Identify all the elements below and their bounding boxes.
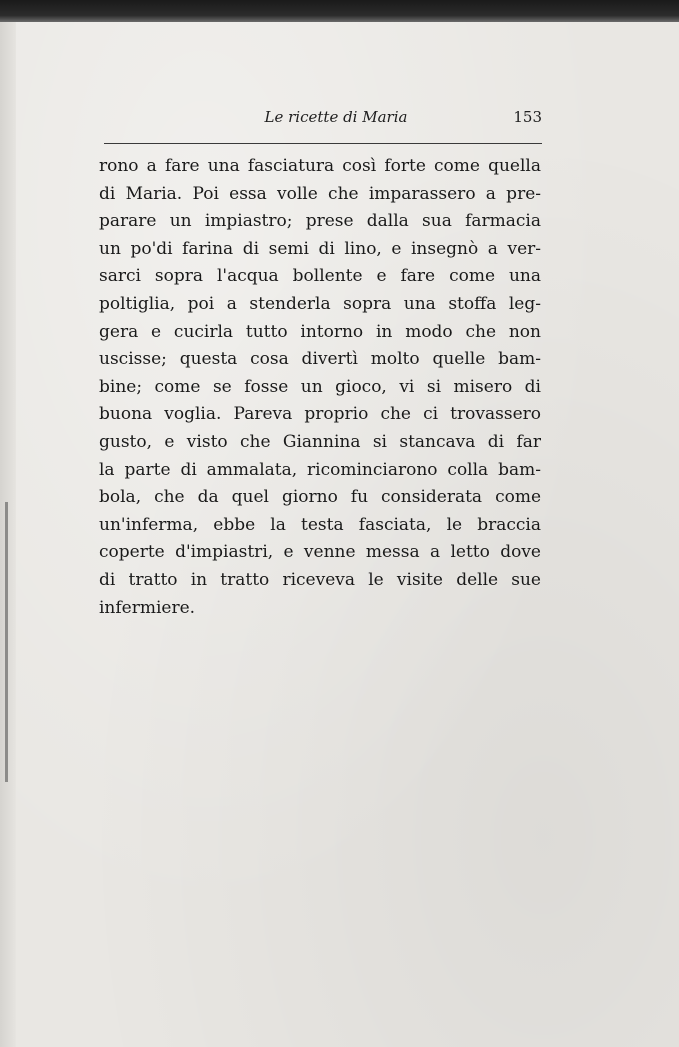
- body-text: [99, 153, 541, 622]
- page-number: 153: [513, 108, 542, 126]
- text-line: rono a fare una fasciatura così forte come quella: [99, 156, 541, 176]
- text-line: gera e cucirla tutto intorno in modo che non: [99, 321, 541, 342]
- scan-top-edge: [0, 0, 679, 22]
- text-line: uscisse; questa cosa divertì molto quelle bam-: [99, 349, 541, 370]
- running-title: Le ricette di Maria: [264, 108, 408, 126]
- text-line: un'inferma, ebbe la testa fasciata, le braccia: [99, 514, 541, 535]
- text-line: parare un impiastro; prese dalla sua farmacia: [99, 211, 541, 232]
- text-line: un po'di farina di semi di lino, e insegnò a ver-: [99, 238, 541, 259]
- text-line: buona voglia. Pareva proprio che ci trovassero: [99, 404, 541, 425]
- text-line: coperte d'impiastri, e venne messa a letto dove: [99, 542, 541, 563]
- text-line: bola, che da quel giorno fu considerata come: [99, 487, 541, 508]
- text-line: di tratto in tratto riceveva le visite delle sue: [99, 569, 541, 590]
- running-head: [104, 108, 544, 132]
- text-line: gusto, e visto che Giannina si stancava di far: [99, 431, 541, 452]
- binding-shadow: [5, 502, 8, 782]
- text-line: di Maria. Poi essa volle che imparassero a pre-: [99, 183, 541, 204]
- text-line: bine; come se fosse un gioco, vi si misero di: [99, 376, 541, 397]
- scan-left-edge: [0, 22, 16, 1047]
- text-line: la parte di ammalata, ricominciarono colla bam-: [99, 459, 541, 480]
- text-line-last: infermiere.: [99, 597, 196, 618]
- header-rule: [104, 143, 542, 144]
- text-line: sarci sopra l'acqua bollente e fare come una: [99, 266, 541, 287]
- text-line: poltiglia, poi a stenderla sopra una stoffa leg-: [99, 293, 541, 314]
